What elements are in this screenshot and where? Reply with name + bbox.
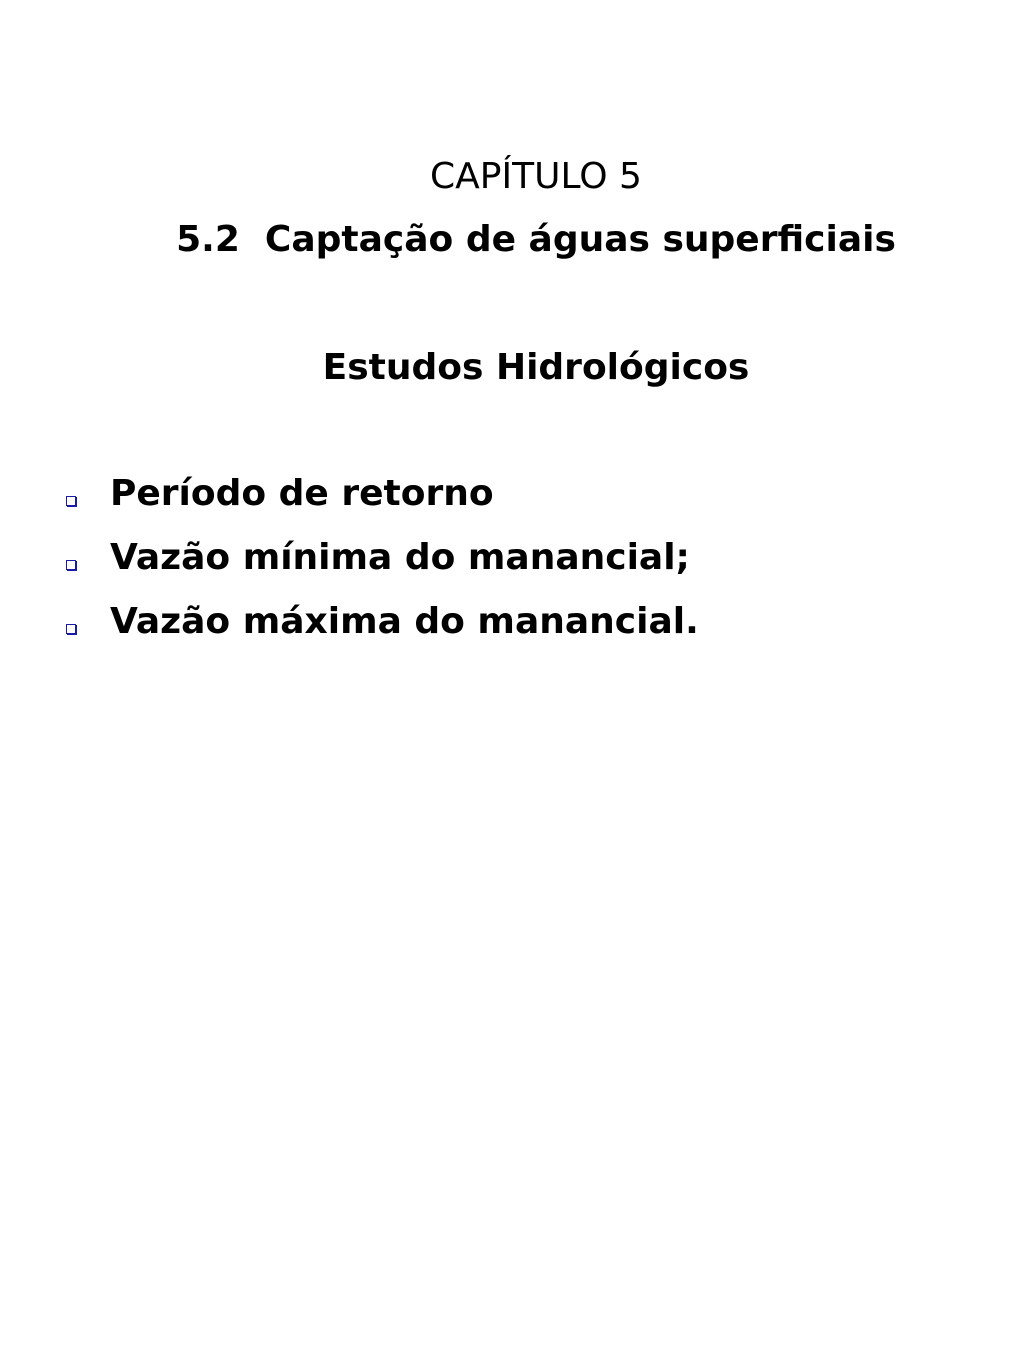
chapter-heading: CAPÍTULO 5 [430, 156, 642, 197]
bullet-list [0, 472, 1024, 664]
list-item [0, 472, 1024, 536]
hollow-square-bullet-icon [66, 496, 76, 506]
list-item [0, 536, 1024, 600]
bullet-text: Período de retorno [110, 473, 494, 514]
hollow-square-bullet-icon [66, 624, 76, 634]
bullet-text: Vazão máxima do manancial. [110, 601, 699, 642]
bullet-text: Vazão mínima do manancial; [110, 537, 690, 578]
list-item [0, 600, 1024, 664]
hollow-square-bullet-icon [66, 560, 76, 570]
subheading: Estudos Hidrológicos [322, 347, 750, 388]
section-title: 5.2 Captação de águas superficiais [176, 219, 896, 260]
